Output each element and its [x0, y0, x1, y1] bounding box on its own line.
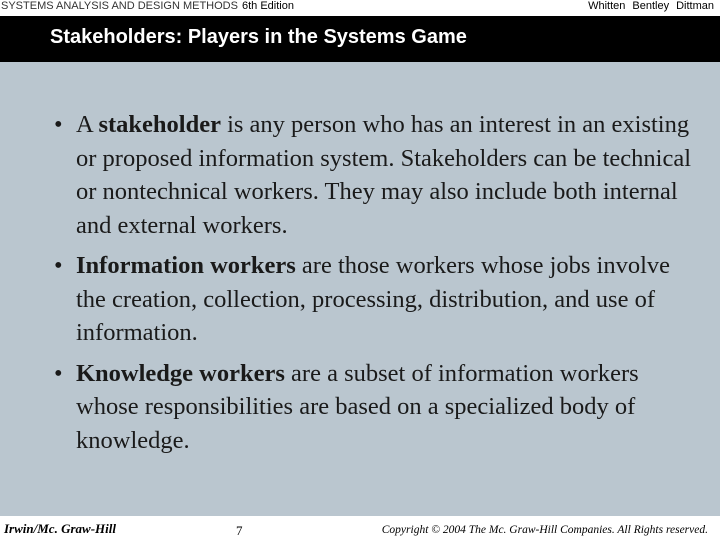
bullet-marker: •	[54, 359, 63, 387]
publisher-label: Irwin/Mc. Graw-Hill	[4, 521, 116, 536]
header-strip	[0, 0, 720, 14]
slide-body	[0, 62, 720, 516]
bullet-item	[48, 249, 698, 350]
bullet-list	[48, 108, 698, 464]
footer	[0, 516, 720, 540]
bullet-text: are a subset of information workers whose responsibilities are based on a specialized body of knowledge.	[76, 359, 639, 454]
bullet-item	[48, 108, 698, 242]
author-name: Bentley	[632, 0, 670, 12]
bullet-marker: •	[54, 111, 63, 138]
bullet-item	[48, 357, 698, 458]
bullet-marker: •	[54, 252, 63, 279]
authors	[581, 0, 714, 12]
edition-label: 6th Edition	[241, 0, 294, 12]
bullet-term: Knowledge workers	[76, 359, 285, 387]
author-name: Dittman	[676, 0, 714, 12]
author-name: Whitten	[588, 0, 626, 12]
copyright-notice: Copyright © 2004 The Mc. Graw-Hill Companies. All Rights reserved.	[381, 524, 708, 536]
title-bar	[0, 16, 720, 62]
bullet-lead: A	[76, 111, 99, 138]
bullet-text: is any person who has an interest in an existing or proposed information system. Stakeholders can be technical or nontechnical workers. They may also include both internal and external workers.	[76, 111, 692, 239]
bullet-text: are those workers whose jobs involve the creation, collection, processing, distribution, and use of information.	[76, 252, 671, 346]
course-header	[1, 0, 294, 12]
bullet-term: stakeholder	[98, 111, 221, 138]
page-number: 7	[236, 523, 243, 538]
bullet-term: Information workers	[76, 252, 296, 279]
course-title: SYSTEMS ANALYSIS AND DESIGN METHODS	[1, 0, 238, 12]
slide-title: Stakeholders: Players in the Systems Game	[50, 26, 467, 48]
